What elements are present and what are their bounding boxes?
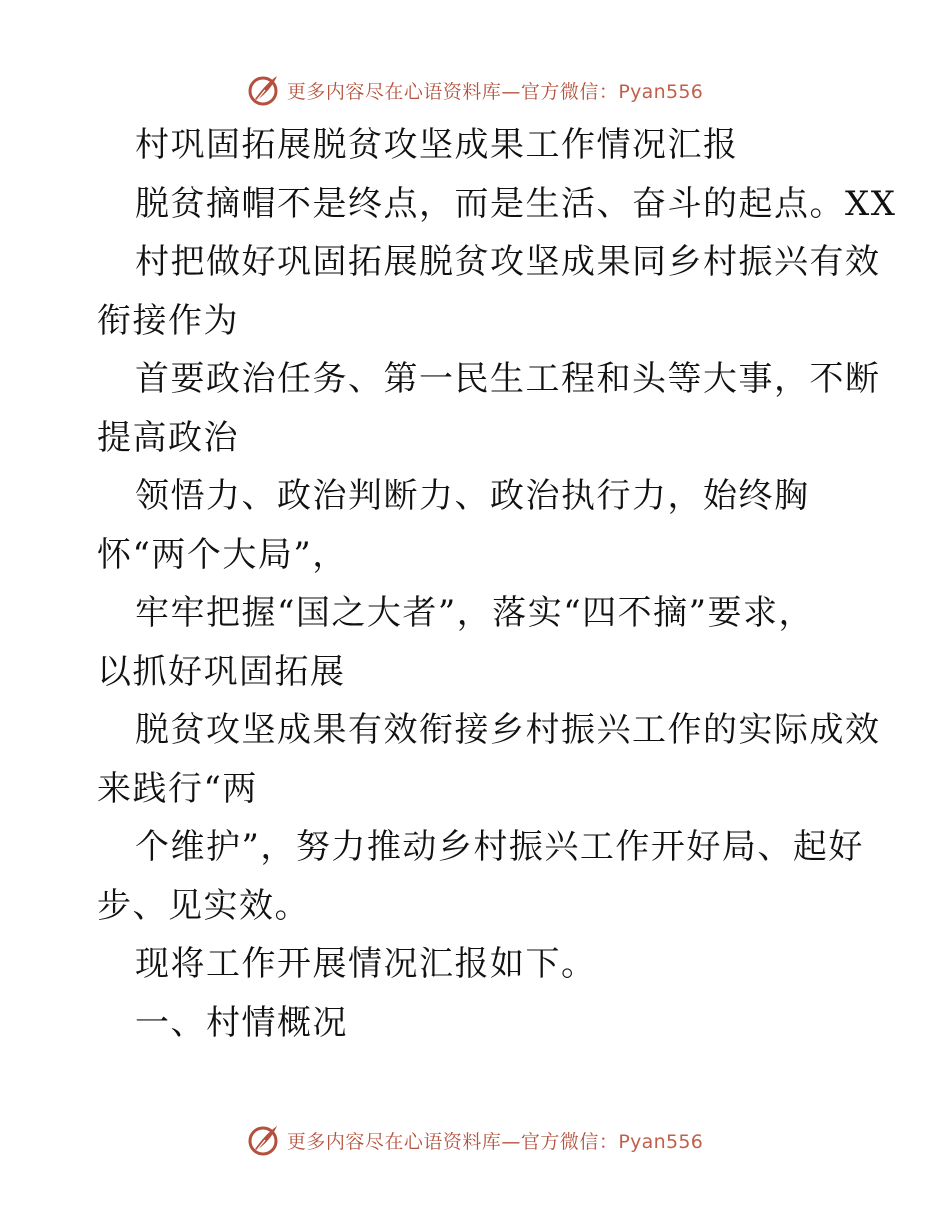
text-line: 脱贫攻坚成果有效衔接乡村振兴工作的实际成效 xyxy=(135,710,881,750)
text-line: 现将工作开展情况汇报如下。 xyxy=(135,944,597,984)
text-line: 个维护”，努力推动乡村振兴工作开好局、起好 xyxy=(135,827,864,867)
text-line: 首要政治任务、第一民生工程和头等大事，不断 xyxy=(135,359,881,399)
text-line: 衔接作为 xyxy=(97,300,239,341)
header-watermark xyxy=(0,70,950,110)
text-line: 步、见实效。 xyxy=(97,885,310,926)
watermark-text: 更多内容尽在心语资料库—官方微信：Pyan556 xyxy=(286,1130,704,1153)
text-line: 牢牢把握“国之大者”，落实“四不摘”要求， xyxy=(135,593,815,633)
section-heading: 一、村情概况 xyxy=(135,1002,348,1043)
text-line: 以抓好巩固拓展 xyxy=(97,651,346,692)
text-line: 脱贫摘帽不是终点，而是生活、奋斗的起点。XX xyxy=(135,183,897,224)
quill-logo-icon xyxy=(247,73,281,107)
text-line: 村巩固拓展脱贫攻坚成果工作情况汇报 xyxy=(135,125,739,165)
text-line: 怀“两个大局”， xyxy=(97,534,348,575)
text-line: 领悟力、政治判断力、政治执行力，始终胸 xyxy=(135,476,810,516)
footer-watermark xyxy=(0,1120,950,1160)
text-line: 提高政治 xyxy=(97,417,239,458)
quill-logo-icon xyxy=(247,1123,281,1157)
watermark-text: 更多内容尽在心语资料库—官方微信：Pyan556 xyxy=(286,80,704,103)
document-body xyxy=(97,116,897,1052)
text-line: 村把做好巩固拓展脱贫攻坚成果同乡村振兴有效 xyxy=(135,242,881,282)
text-line: 来践行“两 xyxy=(97,768,258,809)
